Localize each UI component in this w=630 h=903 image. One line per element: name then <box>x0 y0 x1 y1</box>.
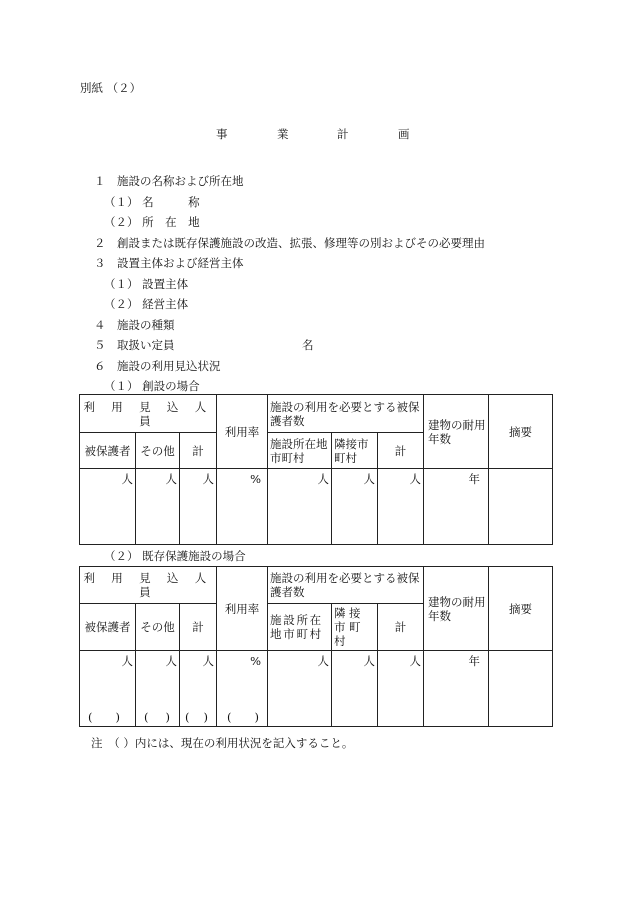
header-local-municipality-2: 施設所在地市町村 <box>268 604 332 651</box>
footnote: 注 （ ）内には、現在の利用状況を記入すること。 <box>91 736 354 750</box>
header-remarks-2: 摘要 <box>489 567 553 651</box>
cell-remarks-2 <box>489 651 553 727</box>
item-1-1-name: （１） 名 称 <box>104 195 200 209</box>
header-usage-group-2: 利 用 見 込 人 員 <box>80 567 217 604</box>
header-rate: 利用率 <box>217 395 268 469</box>
cell-local-2: 人 <box>268 651 332 727</box>
item-2-type-and-reason: ２ 創設または既存保護施設の改造、拡張、修理等の別およびその必要理由 <box>94 236 485 250</box>
cell-building-life: 年 <box>424 469 489 545</box>
header-building-life-2: 建物の耐用年数 <box>424 567 489 651</box>
unit-person-total: 人 <box>202 654 214 668</box>
item-4-facility-type: ４ 施設の種類 <box>94 318 175 332</box>
unit-person-other: 人 <box>165 654 177 668</box>
unit-person-protected: 人 <box>121 654 133 668</box>
header-other: その他 <box>136 433 180 469</box>
cell-rate: % <box>217 469 268 545</box>
header-need-group: 施設の利用を必要とする被保護者数 <box>268 395 424 433</box>
paren-protected: ( ) <box>88 710 120 724</box>
header-need-total: 計 <box>378 433 424 469</box>
cell-other: 人 <box>136 469 180 545</box>
item-1-2-location: （２） 所 在 地 <box>104 215 200 229</box>
cell-need-total-2: 人 <box>378 651 424 727</box>
item-6-1-new-construction: （１） 創設の場合 <box>104 379 200 393</box>
title-char-4: 画 <box>398 127 410 141</box>
paren-rate: ( ) <box>227 710 259 724</box>
header-adjacent-municipality-2: 隣接市町村 <box>332 604 378 651</box>
cell-other-2 <box>136 651 180 727</box>
header-need-group-2: 施設の利用を必要とする被保護者数 <box>268 567 424 604</box>
cell-total-2 <box>180 651 217 727</box>
item-6-usage-outlook: ６ 施設の利用見込状況 <box>94 359 221 373</box>
cell-need-total: 人 <box>378 469 424 545</box>
cell-remarks <box>489 469 553 545</box>
cell-total: 人 <box>180 469 217 545</box>
header-total: 計 <box>180 433 217 469</box>
cell-rate-2 <box>217 651 268 727</box>
title-char-3: 計 <box>337 127 349 141</box>
item-1-facility-name-location: １ 施設の名称および所在地 <box>94 174 244 188</box>
header-total-2: 計 <box>180 604 217 651</box>
header-remarks: 摘要 <box>489 395 553 469</box>
header-other-2: その他 <box>136 604 180 651</box>
cell-building-life-2: 年 <box>424 651 489 727</box>
item-6-2-existing-facility: （２） 既存保護施設の場合 <box>104 549 246 563</box>
header-protected: 被保護者 <box>80 433 136 469</box>
paren-other: ( ) <box>144 710 168 724</box>
header-protected-2: 被保護者 <box>80 604 136 651</box>
unit-percent: % <box>250 654 261 668</box>
header-building-life: 建物の耐用年数 <box>424 395 489 469</box>
paren-total: ( ) <box>185 710 205 724</box>
item-3-establisher-operator: ３ 設置主体および経営主体 <box>94 256 244 270</box>
header-adjacent-municipality: 隣接市町村 <box>332 433 378 469</box>
cell-local: 人 <box>268 469 332 545</box>
capacity-unit: 名 <box>302 338 314 352</box>
cell-adjacent-2: 人 <box>332 651 378 727</box>
cell-adjacent: 人 <box>332 469 378 545</box>
item-3-2-operator: （２） 経営主体 <box>104 297 189 311</box>
header-local-municipality: 施設所在地市町村 <box>268 433 332 469</box>
attachment-label: 別紙 （２） <box>80 81 142 95</box>
cell-protected-2 <box>80 651 136 727</box>
document-title <box>0 126 630 142</box>
item-3-1-establisher: （１） 設置主体 <box>104 277 189 291</box>
header-usage-group: 利 用 見 込 人 員 <box>80 395 217 433</box>
title-char-1: 事 <box>216 127 228 141</box>
usage-table-existing <box>79 566 553 727</box>
header-rate-2: 利用率 <box>217 567 268 651</box>
item-5-capacity: ５ 取扱い定員 <box>94 338 175 352</box>
usage-table-new <box>79 394 553 545</box>
cell-protected: 人 <box>80 469 136 545</box>
header-need-total-2: 計 <box>378 604 424 651</box>
title-char-2: 業 <box>277 127 289 141</box>
